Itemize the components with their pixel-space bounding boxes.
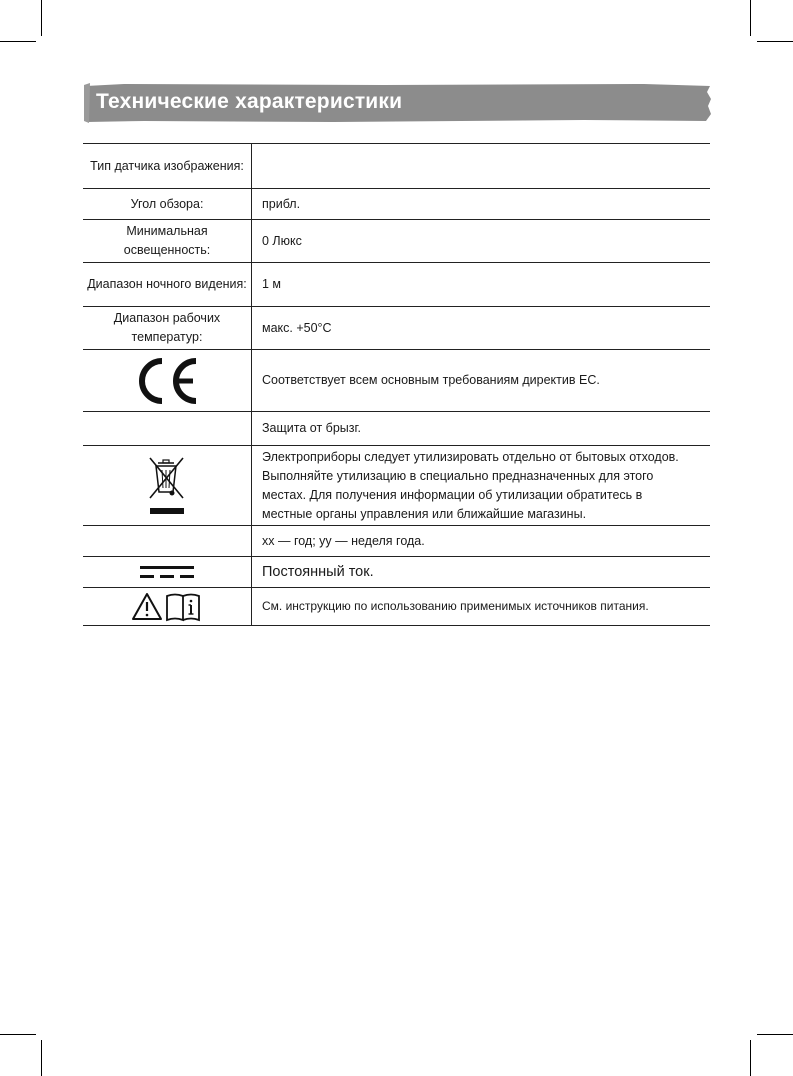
row-icon-cell: [83, 588, 252, 626]
table-row: [83, 350, 710, 412]
ce-mark-icon: [135, 357, 199, 405]
section-title-banner: [84, 83, 712, 123]
row-value: Защита от брызг.: [252, 412, 711, 446]
crop-mark: [41, 1040, 42, 1076]
row-label: Тип датчика изображения:: [83, 144, 252, 189]
table-row: [83, 446, 710, 526]
read-instructions-warning-icon: [132, 592, 202, 622]
table-row: [83, 144, 710, 189]
table-row: [83, 412, 710, 446]
table-row: [83, 220, 710, 263]
row-label: [83, 412, 252, 446]
row-label: Минимальная освещенность:: [83, 220, 252, 263]
row-icon-cell: [83, 557, 252, 588]
table-row: [83, 189, 710, 220]
page-title: Технические характеристики: [96, 90, 403, 113]
row-icon-cell: [83, 350, 252, 412]
row-value: прибл.: [252, 189, 711, 220]
row-value: [252, 144, 711, 189]
row-label: Угол обзора:: [83, 189, 252, 220]
disposal-text-cell: [252, 446, 711, 526]
crop-mark: [0, 1034, 36, 1035]
row-value: См. инструкцию по использованию применимых источников питания.: [252, 588, 711, 626]
table-row: [83, 307, 710, 350]
direct-current-icon: [139, 562, 195, 582]
text-line: местные органы управления или ближайшие магазины.: [262, 506, 587, 521]
row-value: xx — год; yy — неделя года.: [252, 526, 711, 557]
crop-mark: [757, 41, 793, 42]
crop-mark: [750, 1040, 751, 1076]
text-line: Выполняйте утилизацию в специально предназначенных для этого: [262, 468, 654, 483]
crop-mark: [0, 41, 36, 42]
table-row: [83, 263, 710, 307]
table-row: [83, 526, 710, 557]
row-label: Диапазон ночного видения:: [83, 263, 252, 307]
row-icon-cell: [83, 446, 252, 526]
crop-mark: [750, 0, 751, 36]
specifications-table: [83, 143, 710, 626]
crop-mark: [757, 1034, 793, 1035]
row-value: 1 м: [252, 263, 711, 307]
row-label: [83, 526, 252, 557]
text-line: Электроприборы следует утилизировать отдельно от бытовых отходов.: [262, 449, 679, 464]
row-value: Соответствует всем основным требованиям директив ЕС.: [252, 350, 711, 412]
weee-crossed-bin-icon: [145, 454, 189, 518]
row-value: 0 Люкс: [252, 220, 711, 263]
table-row: [83, 588, 710, 626]
row-value: макс. +50°C: [252, 307, 711, 350]
row-label: Диапазон рабочих температур:: [83, 307, 252, 350]
text-line: местах. Для получения информации об утилизации обратитесь в: [262, 487, 643, 502]
crop-mark: [41, 0, 42, 36]
table-row: [83, 557, 710, 588]
row-value: Постоянный ток.: [252, 557, 711, 588]
